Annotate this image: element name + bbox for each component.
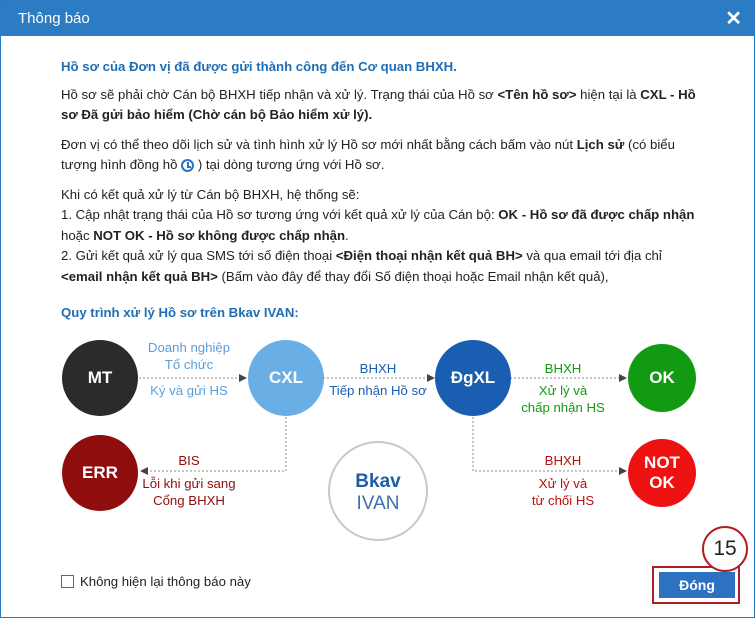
message-paragraph-2: Đơn vị có thể theo dõi lịch sử và tình hình xử lý Hồ sơ mới nhất bằng cách bấm vào nút Lịch sử (có biểu tượng hình đồng hồ ) tại dòng tương ứng với Hồ sơ. [61,136,675,172]
node-cxl: CXL [248,340,324,416]
node-ok: OK [628,344,696,412]
process-title: Quy trình xử lý Hồ sơ trên Bkav IVAN: [61,305,299,320]
label-mt-cxl-bottom: Ký và gửi HS [150,383,228,398]
node-not-ok: NOT OK [628,439,696,507]
label-not-ok-bottom: Xử lý và từ chối HS [531,476,595,508]
step-badge: 15 [702,526,748,572]
label-dgxl-ok-bottom: Xử lý và chấp nhận HS [521,383,605,415]
node-dgxl: ĐgXL [435,340,511,416]
label-dgxl-ok-top: BHXH [544,361,582,376]
label-cxl-dgxl-bottom: Tiếp nhận Hồ sơ [329,383,427,398]
node-err: ERR [62,435,138,511]
label-err-top: BIS [178,453,200,468]
checkbox-box[interactable] [61,575,74,588]
dialog-title: Thông báo [18,10,90,27]
node-mt: MT [62,340,138,416]
dont-show-again-checkbox[interactable] [61,574,251,589]
label-mt-cxl-top: Doanh nghiệp Tổ chức [147,340,231,372]
label-err-bottom: Lỗi khi gửi sang Cổng BHXH [142,476,236,508]
close-icon[interactable]: ✕ [725,7,742,30]
close-button[interactable]: Đóng [659,572,735,598]
bkav-ivan-logo: Bkav IVAN [328,441,428,541]
checkbox-label: Không hiện lại thông báo này [80,574,251,589]
message-heading: Hồ sơ của Đơn vị đã được gửi thành công đến Cơ quan BHXH. [61,59,457,74]
label-cxl-dgxl-top: BHXH [359,361,397,376]
label-not-ok-top: BHXH [544,453,582,468]
message-paragraph-3: Khi có kết quả xử lý từ Cán bộ BHXH, hệ thống sẽ: 1. Cập nhật trạng thái của Hồ sơ tương ứng với kết quả xử lý của Cán bộ: OK - Hồ sơ đã được chấp nhận hoặc NOT OK - Hồ sơ không được chấp nhận. 2. Gửi kết quả xử lý qua SMS tới số điện thoại <Điện thoại nhận kết quả BH> và qua email tới địa chỉ <email nhận kết quả BH> (Bấm vào đây để thay đổi Số điện thoại hoặc Email nhận kết quả), [61,186,695,284]
message-paragraph-1: Hồ sơ sẽ phải chờ Cán bộ BHXH tiếp nhận và xử lý. Trạng thái của Hồ sơ <Tên hồ sơ> hiện tại là CXL - Hồ sơ Đã gửi bảo hiểm (Chờ cán bộ Bảo hiểm xử lý). [61,86,696,122]
